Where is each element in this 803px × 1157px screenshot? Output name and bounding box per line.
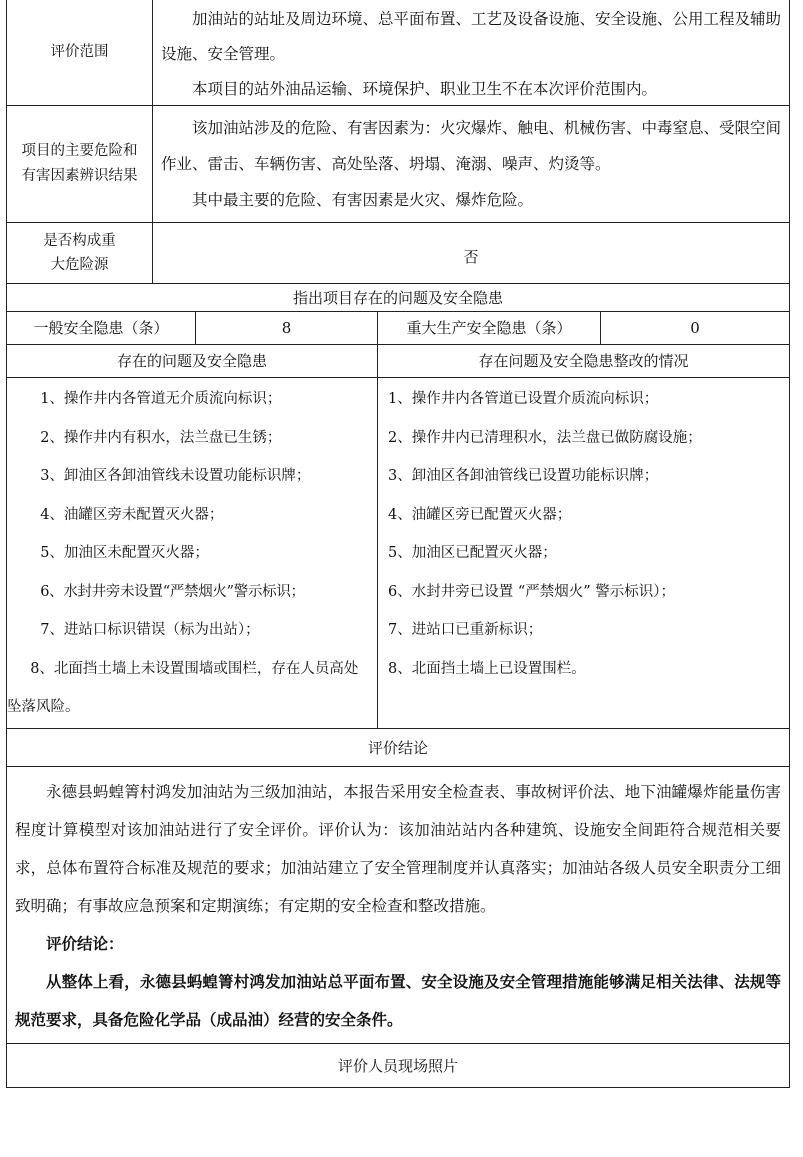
list-item: 1、操作井内各管道已设置介质流向标识； bbox=[388, 391, 659, 407]
conclusion-header: 评价结论 bbox=[7, 729, 789, 767]
scope-row bbox=[7, 0, 789, 106]
hazards-paragraph-1: 该加油站涉及的危险、有害因素为：火灾爆炸、触电、机械伤害、中毒窒息、受限空间作业、雷击、车辆伤害、高处坠落、坍塌、淹溺、噪声、灼烫等。 bbox=[161, 119, 782, 173]
hazards-label: 项目的主要危险和有害因素辨识结果 bbox=[21, 143, 138, 184]
list-item: 2、操作井内有积水，法兰盘已生锈； bbox=[40, 429, 282, 446]
evaluation-table bbox=[6, 0, 790, 1088]
conclusion-statement: 从整体上看，永德县蚂蝗箐村鸿发加油站总平面布置、安全设施及安全管理措施能够满足相关法律、法规等规范要求，具备危险化学品（成品油）经营的安全条件。 bbox=[15, 972, 781, 1029]
list-item: 5、加油区已配置灭火器； bbox=[388, 545, 557, 561]
columns-header-row bbox=[7, 345, 789, 378]
major-hazard-row bbox=[7, 223, 789, 284]
list-item: 2、操作井内已清理积水，法兰盘已做防腐设施； bbox=[388, 429, 702, 446]
major-hazards-count: 0 bbox=[600, 312, 789, 344]
rectifications-list bbox=[377, 378, 789, 728]
list-item: 8、北面挡土墙上已设置围栏。 bbox=[388, 660, 586, 677]
scope-content bbox=[152, 0, 789, 105]
conclusion-body-row bbox=[7, 767, 789, 1044]
hazards-row bbox=[7, 106, 789, 223]
hazards-content bbox=[152, 106, 789, 222]
issues-header: 指出项目存在的问题及安全隐患 bbox=[7, 284, 789, 312]
list-item: 4、油罐区旁未配置灭火器； bbox=[40, 506, 224, 523]
major-hazard-label: 是否构成重大危险源 bbox=[43, 233, 116, 273]
scope-paragraph-2: 本项目的站外油品运输、环境保护、职业卫生不在本次评价范围内。 bbox=[192, 80, 658, 98]
conclusion-body: 永德县蚂蝗箐村鸿发加油站为三级加油站，本报告采用安全检查表、事故树评价法、地下油罐爆炸能量伤害程度计算模型对该加油站进行了安全评价。评价认为：该加油站站内各种建筑、设施安全间距符合规范相关要求，总体布置符合标准及规范的要求；加油站建立了安全管理制度并认真落实；加油站各级人员安全职责分工细致明确；有事故应急预案和定期演练；有定期的安全检查和整改措施。 bbox=[15, 783, 781, 915]
scope-paragraph-1: 加油站的站址及周边环境、总平面布置、工艺及设备设施、安全设施、公用工程及辅助设施、安全管理。 bbox=[161, 10, 782, 63]
hazards-paragraph-2: 其中最主要的危险、有害因素是火灾、爆炸危险。 bbox=[192, 191, 534, 209]
photos-header: 评价人员现场照片 bbox=[337, 1057, 458, 1075]
list-item: 3、卸油区各卸油管线未设置功能标识牌； bbox=[40, 468, 311, 484]
counts-row bbox=[7, 312, 789, 345]
list-item: 7、进站口已重新标识； bbox=[388, 622, 543, 638]
rectification-column-header: 存在问题及安全隐患整改的情况 bbox=[377, 345, 789, 377]
lists-row bbox=[7, 378, 789, 729]
list-item: 7、进站口标识错误（标为出站）； bbox=[40, 622, 260, 638]
list-item: 4、油罐区旁已配置灭火器； bbox=[388, 506, 572, 523]
list-item: 6、水封井旁已设置 “严禁烟火” 警示标识）； bbox=[388, 583, 676, 600]
problems-column-header: 存在的问题及安全隐患 bbox=[116, 352, 267, 370]
major-hazard-value: 否 bbox=[152, 223, 789, 283]
major-hazards-label: 重大生产安全隐患（条） bbox=[377, 312, 600, 344]
list-item: 6、水封井旁未设置“严禁烟火”警示标识； bbox=[40, 583, 305, 600]
general-hazards-count: 8 bbox=[195, 312, 377, 344]
list-item: 1、操作井内各管道无介质流向标识； bbox=[40, 391, 282, 407]
conclusion-sub-label: 评价结论： bbox=[46, 934, 124, 953]
list-item: 5、加油区未配置灭火器； bbox=[40, 545, 209, 561]
general-hazards-label: 一般安全隐患（条） bbox=[33, 319, 169, 337]
hazards-label-cell bbox=[7, 106, 152, 222]
list-item: 3、卸油区各卸油管线已设置功能标识牌； bbox=[388, 468, 659, 484]
major-hazard-label-cell bbox=[7, 223, 152, 283]
list-item: 8、北面挡土墙上未设置围墙或围栏，存在人员高处坠落风险。 bbox=[7, 660, 359, 715]
problems-list bbox=[7, 378, 377, 728]
scope-label: 评价范围 bbox=[50, 44, 109, 60]
